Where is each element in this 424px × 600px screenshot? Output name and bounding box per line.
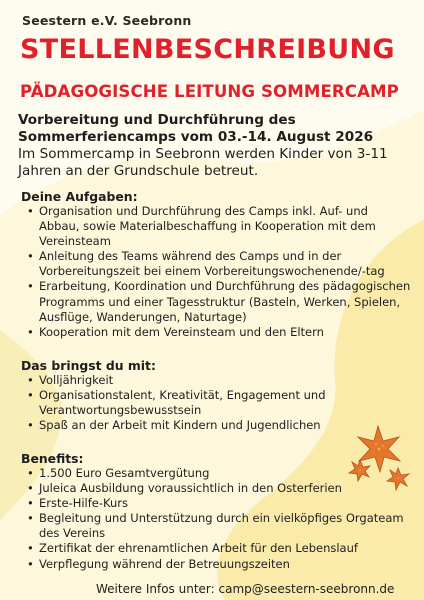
list-item: • Kooperation mit dem Vereinsteam und den Eltern bbox=[21, 325, 411, 340]
list-item: • Erste-Hilfe-Kurs bbox=[21, 496, 411, 511]
tasks-list bbox=[21, 204, 411, 340]
tasks-section bbox=[21, 189, 411, 340]
tasks-heading: Deine Aufgaben: bbox=[21, 189, 138, 204]
list-item: • Zertifikat der ehrenamtlichen Arbeit für den Lebenslauf bbox=[21, 541, 411, 556]
intro-text: Im Sommercamp in Seebronn werden Kinder von 3-11 Jahren an der Grundschule betreut. bbox=[18, 146, 388, 179]
list-item: • 1.500 Euro Gesamtvergütung bbox=[21, 466, 411, 481]
list-item: • Begleitung und Unterstützung durch ein vielköpfiges Orgateam des Vereins bbox=[21, 511, 411, 541]
list-item: • Juleica Ausbildung voraussichtlich in den Osterferien bbox=[21, 481, 411, 496]
list-item: • Verpflegung während der Betreuungszeiten bbox=[21, 557, 411, 572]
list-item: • Organisationstalent, Kreativität, Engagement und Verantwortungsbewusstsein bbox=[21, 388, 411, 418]
job-title: PÄDAGOGISCHE LEITUNG SOMMERCAMP bbox=[20, 82, 399, 101]
list-item: • Erarbeitung, Koordination und Durchführung des pädagogischen Programms und einer Tagesstruktur (Basteln, Werken, Spielen, Ausflüge, Wanderungen, Naturtage) bbox=[21, 279, 411, 324]
requirements-heading: Das bringst du mit: bbox=[21, 358, 156, 373]
starfish-icon bbox=[348, 424, 414, 492]
lead-text: Vorbereitung und Durchführung des Sommerferiencamps vom 03.-14. August 2026 bbox=[18, 112, 374, 145]
list-item: • Organisation und Durchführung des Camps inkl. Auf- und Abbau, sowie Materialbeschaffung in Kooperation mit dem Vereinsteam bbox=[21, 204, 411, 249]
list-item: • Volljährigkeit bbox=[21, 373, 411, 388]
list-item: • Anleitung des Teams während des Camps und in der Vorbereitungszeit bei einem Vorbereitungswochenende/-tag bbox=[21, 249, 411, 279]
organization-name: Seestern e.V. Seebronn bbox=[22, 13, 192, 28]
page-title: STELLENBESCHREIBUNG bbox=[20, 34, 395, 65]
benefits-heading: Benefits: bbox=[21, 451, 84, 466]
list-item: • Spaß an der Arbeit mit Kindern und Jugendlichen bbox=[21, 418, 411, 433]
requirements-section bbox=[21, 358, 411, 433]
contact-info: Weitere Infos unter: camp@seestern-seebronn.de bbox=[96, 582, 395, 596]
starfish-small-right bbox=[387, 468, 409, 490]
